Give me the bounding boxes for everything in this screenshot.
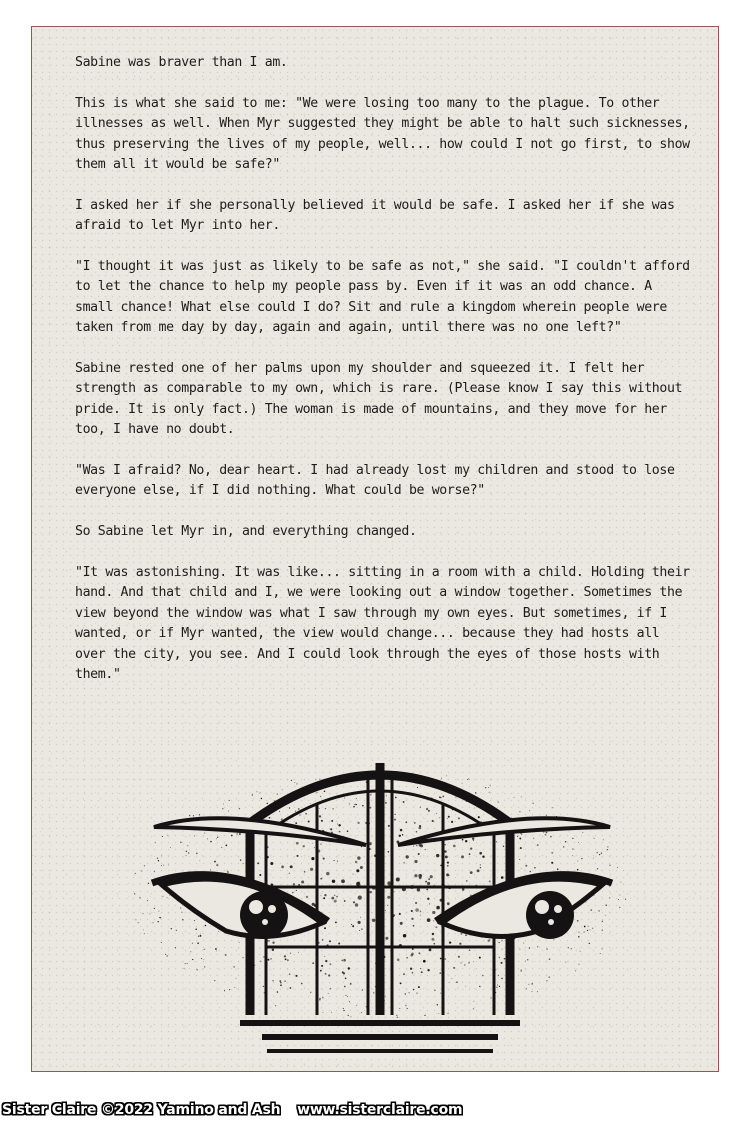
paragraph: So Sabine let Myr in, and everything changed. [75,524,417,540]
left-eye [152,875,328,939]
paragraph: I asked her if she personally believed it would be safe. I asked her if she was afraid to let Myr into her. [75,197,675,234]
left-eyebrow [154,818,366,845]
paragraph: "It was astonishing. It was like... sitting in a room with a child. Holding their hand. And that child and I, we were looking out a window together. Sometimes the view beyond the window was what I saw through my own eyes. But sometimes, if I wanted, or if Myr wanted, the view would change... because they had hosts all over the city, you see. And I could look through the eyes of those hosts with them." [75,565,690,683]
comic-page [31,26,719,1072]
copyright-text: Sister Claire ©2022 Yamino and Ash [2,1102,281,1118]
paragraph: Sabine rested one of her palms upon my shoulder and squeezed it. I felt her strength as comparable to my own, which is rare. (Please know I say this without pride. It is only fact.) The woman is made of mountains, and they move for her too, I have no doubt. [75,361,683,438]
paragraph: Sabine was braver than I am. [75,55,288,70]
right-eye [436,875,612,939]
story-text [75,53,695,706]
paragraph: "I thought it was just as likely to be safe as not," she said. "I couldn't afford to let the chance to help my people pass by. Even if it was an odd chance. A small chance! What else could I do? Sit and rule a kingdom wherein people were taken from me day by day, again and again, until there was no one left?" [75,259,690,336]
footer-credit [2,1102,474,1124]
right-eyebrow [398,818,610,845]
window-with-eyes-icon [122,745,642,1065]
paragraph: "Was I afraid? No, dear heart. I had already lost my children and stood to lose everyone else, if I did nothing. What could be worse?" [75,463,675,499]
paragraph: This is what she said to me: "We were losing too many to the plague. To other illnesses as well. When Myr suggested they might be able to halt such sicknesses, thus preserving the lives of my people, well... how could I not go first, to show them all it would be safe?" [75,95,690,173]
website-link[interactable]: www.sisterclaire.com [297,1102,463,1118]
